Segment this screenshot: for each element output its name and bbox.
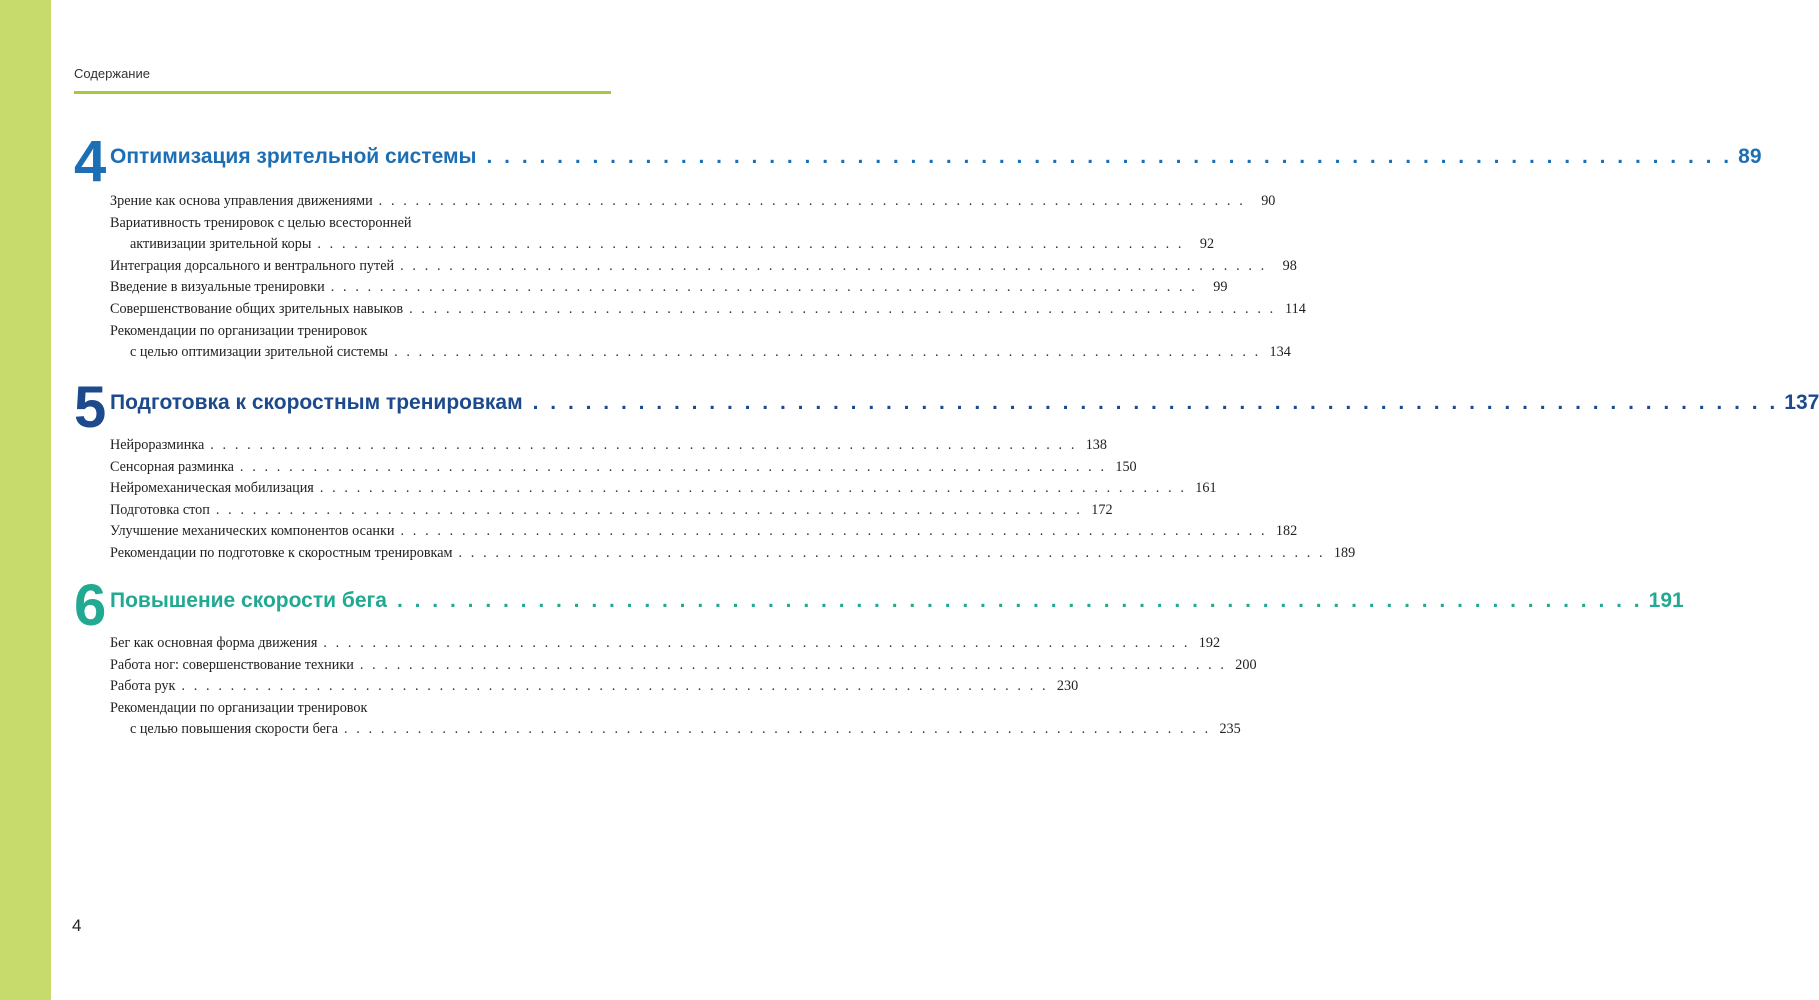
- entry-page: 192: [1198, 635, 1221, 651]
- entry-title: Вариативность тренировок с целью всесторонней: [110, 214, 412, 231]
- entry-title: с целью повышения скорости бега: [130, 721, 339, 738]
- toc-entry[interactable]: [110, 543, 1356, 565]
- chapter-entries: [110, 633, 1257, 741]
- chapter-title-row[interactable]: [110, 589, 1684, 613]
- chapter-title-row[interactable]: [110, 145, 1762, 169]
- dot-leader: . . . . . . . . . . . . . . . . . . . . . . . . . . . . . . . . . . . . . . . . . . . . . . . . . . . . . . . . . . . . . . . . . . . . . . .: [458, 544, 1326, 561]
- entry-title: активизации зрительной коры: [130, 236, 312, 253]
- entry-title: Рекомендации по организации тренировок: [110, 322, 368, 339]
- entry-title: Рекомендации по организации тренировок: [110, 699, 368, 716]
- dot-leader: . . . . . . . . . . . . . . . . . . . . . . . . . . . . . . . . . . . . . . . . . . . . . . . . . . . . . . . . . . . . . . . . . . . . . . .: [378, 193, 1246, 209]
- entry-title: Подготовка стоп: [110, 501, 210, 518]
- toc-entry[interactable]: [110, 633, 1221, 655]
- dot-leader: . . . . . . . . . . . . . . . . . . . . . . . . . . . . . . . . . . . . . . . . . . . . . . . . . . . . . . . . . . . . . . . . . . . . . . .: [396, 589, 1643, 612]
- chapter-title: Оптимизация зрительной системы: [110, 145, 477, 168]
- entry-page: 98: [1282, 257, 1297, 274]
- chapter-number: 5: [74, 375, 105, 440]
- toc-entry[interactable]: [110, 521, 1298, 543]
- toc-entry[interactable]: [110, 213, 611, 235]
- chapter-4: [74, 129, 1762, 373]
- entry-page: 200: [1235, 656, 1257, 673]
- entry-title: Сенсорная разминка: [110, 458, 234, 475]
- chapter-page: 89: [1738, 145, 1762, 168]
- dot-leader: . . . . . . . . . . . . . . . . . . . . . . . . . . . . . . . . . . . . . . . . . . . . . . . . . . . . . . . . . . . . . . . . . . . . . . .: [400, 523, 1268, 540]
- toc-entry[interactable]: [110, 191, 1276, 213]
- entry-page: 161: [1195, 480, 1217, 497]
- entry-page: 182: [1275, 523, 1298, 540]
- toc-entry[interactable]: [110, 321, 611, 343]
- running-header: Содержание: [74, 66, 150, 81]
- entry-title: с целью оптимизации зрительной системы: [130, 344, 389, 361]
- entry-page: 172: [1091, 501, 1113, 518]
- entry-title: Зрение как основа управления движениями: [110, 193, 373, 209]
- chapter-page: 191: [1648, 589, 1684, 612]
- entry-title: Работа рук: [110, 678, 176, 695]
- toc-entry-continuation[interactable]: [110, 719, 1241, 741]
- toc-entry[interactable]: [110, 655, 1257, 677]
- side-color-bar: [0, 0, 51, 1000]
- toc-entry[interactable]: [110, 277, 1228, 299]
- chapter-title-row[interactable]: [110, 391, 1819, 415]
- chapter-number: 4: [74, 129, 105, 194]
- entry-page: 90: [1261, 193, 1276, 209]
- toc-entry[interactable]: [110, 698, 611, 720]
- entry-page: 138: [1085, 437, 1107, 453]
- dot-leader: . . . . . . . . . . . . . . . . . . . . . . . . . . . . . . . . . . . . . . . . . . . . . . . . . . . . . . . . . . . . . . . . . . . . . . .: [400, 257, 1267, 274]
- entry-title: Улучшение механических компонентов осанки: [110, 523, 395, 540]
- entry-page: 235: [1219, 721, 1241, 738]
- entry-page: 99: [1213, 279, 1228, 296]
- toc-entry[interactable]: [110, 478, 1217, 500]
- page-number: 4: [72, 916, 82, 935]
- dot-leader: . . . . . . . . . . . . . . . . . . . . . . . . . . . . . . . . . . . . . . . . . . . . . . . . . . . . . . . . . . . . . . . . . . . . . . .: [394, 344, 1261, 361]
- toc-entry-continuation[interactable]: [110, 342, 1291, 364]
- dot-leader: . . . . . . . . . . . . . . . . . . . . . . . . . . . . . . . . . . . . . . . . . . . . . . . . . . . . . . . . . . . . . . . . . . . . . . .: [181, 678, 1049, 695]
- entry-title: Рекомендации по подготовке к скоростным тренировкам: [110, 544, 453, 561]
- toc-entry-continuation[interactable]: [110, 234, 1215, 256]
- dot-leader: . . . . . . . . . . . . . . . . . . . . . . . . . . . . . . . . . . . . . . . . . . . . . . . . . . . . . . . . . . . . . . . . . . . . . . .: [409, 300, 1276, 317]
- entry-page: 189: [1333, 544, 1356, 561]
- toc-entry[interactable]: [110, 256, 1297, 278]
- entry-page: 114: [1285, 300, 1306, 317]
- entry-page: 134: [1269, 344, 1291, 361]
- chapter-6: [74, 573, 1684, 747]
- entry-page: 230: [1056, 678, 1079, 695]
- dot-leader: . . . . . . . . . . . . . . . . . . . . . . . . . . . . . . . . . . . . . . . . . . . . . . . . . . . . . . . . . . . . . . . . . . . . . . .: [486, 145, 1733, 168]
- entry-title: Интеграция дорсального и вентрального путей: [110, 257, 395, 274]
- dot-leader: . . . . . . . . . . . . . . . . . . . . . . . . . . . . . . . . . . . . . . . . . . . . . . . . . . . . . . . . . . . . . . . . . . . . . . .: [323, 635, 1191, 651]
- dot-leader: . . . . . . . . . . . . . . . . . . . . . . . . . . . . . . . . . . . . . . . . . . . . . . . . . . . . . . . . . . . . . . . . . . . . . . .: [319, 480, 1187, 497]
- header-rule: [74, 91, 611, 94]
- toc-entry[interactable]: [110, 299, 1306, 321]
- dot-leader: . . . . . . . . . . . . . . . . . . . . . . . . . . . . . . . . . . . . . . . . . . . . . . . . . . . . . . . . . . . . . . . . . . . . . . .: [344, 721, 1211, 738]
- dot-leader: . . . . . . . . . . . . . . . . . . . . . . . . . . . . . . . . . . . . . . . . . . . . . . . . . . . . . . . . . . . . . . . . . . . . . . .: [210, 437, 1077, 453]
- toc-entry[interactable]: [110, 676, 1079, 698]
- dot-leader: . . . . . . . . . . . . . . . . . . . . . . . . . . . . . . . . . . . . . . . . . . . . . . . . . . . . . . . . . . . . . . . . . . . . . . .: [532, 391, 1779, 414]
- dot-leader: . . . . . . . . . . . . . . . . . . . . . . . . . . . . . . . . . . . . . . . . . . . . . . . . . . . . . . . . . . . . . . . . . . . . . . .: [239, 458, 1107, 475]
- entry-title: Нейромеханическая мобилизация: [110, 480, 314, 497]
- chapter-entries: [110, 435, 1356, 565]
- entry-title: Бег как основная форма движения: [110, 635, 318, 651]
- entry-title: Нейроразминка: [110, 437, 205, 453]
- chapter-number: 6: [74, 573, 105, 638]
- chapter-title: Повышение скорости бега: [110, 589, 387, 612]
- entry-page: 150: [1115, 458, 1137, 475]
- toc-entry[interactable]: [110, 500, 1113, 522]
- entry-title: Совершенствование общих зрительных навыков: [110, 300, 404, 317]
- dot-leader: . . . . . . . . . . . . . . . . . . . . . . . . . . . . . . . . . . . . . . . . . . . . . . . . . . . . . . . . . . . . . . . . . . . . . . .: [317, 236, 1185, 253]
- dot-leader: . . . . . . . . . . . . . . . . . . . . . . . . . . . . . . . . . . . . . . . . . . . . . . . . . . . . . . . . . . . . . . . . . . . . . . .: [215, 501, 1083, 518]
- chapter-entries: [110, 191, 1306, 364]
- dot-leader: . . . . . . . . . . . . . . . . . . . . . . . . . . . . . . . . . . . . . . . . . . . . . . . . . . . . . . . . . . . . . . . . . . . . . . .: [359, 656, 1227, 673]
- dot-leader: . . . . . . . . . . . . . . . . . . . . . . . . . . . . . . . . . . . . . . . . . . . . . . . . . . . . . . . . . . . . . . . . . . . . . . .: [330, 279, 1198, 296]
- entry-title: Работа ног: совершенствование техники: [110, 656, 354, 673]
- chapter-5: [74, 375, 1819, 569]
- chapter-page: 137: [1784, 391, 1819, 414]
- toc-entry[interactable]: [110, 435, 1107, 457]
- chapter-title: Подготовка к скоростным тренировкам: [110, 391, 523, 414]
- entry-title: Введение в визуальные тренировки: [110, 279, 325, 296]
- entry-page: 92: [1199, 236, 1215, 253]
- toc-entry[interactable]: [110, 457, 1137, 479]
